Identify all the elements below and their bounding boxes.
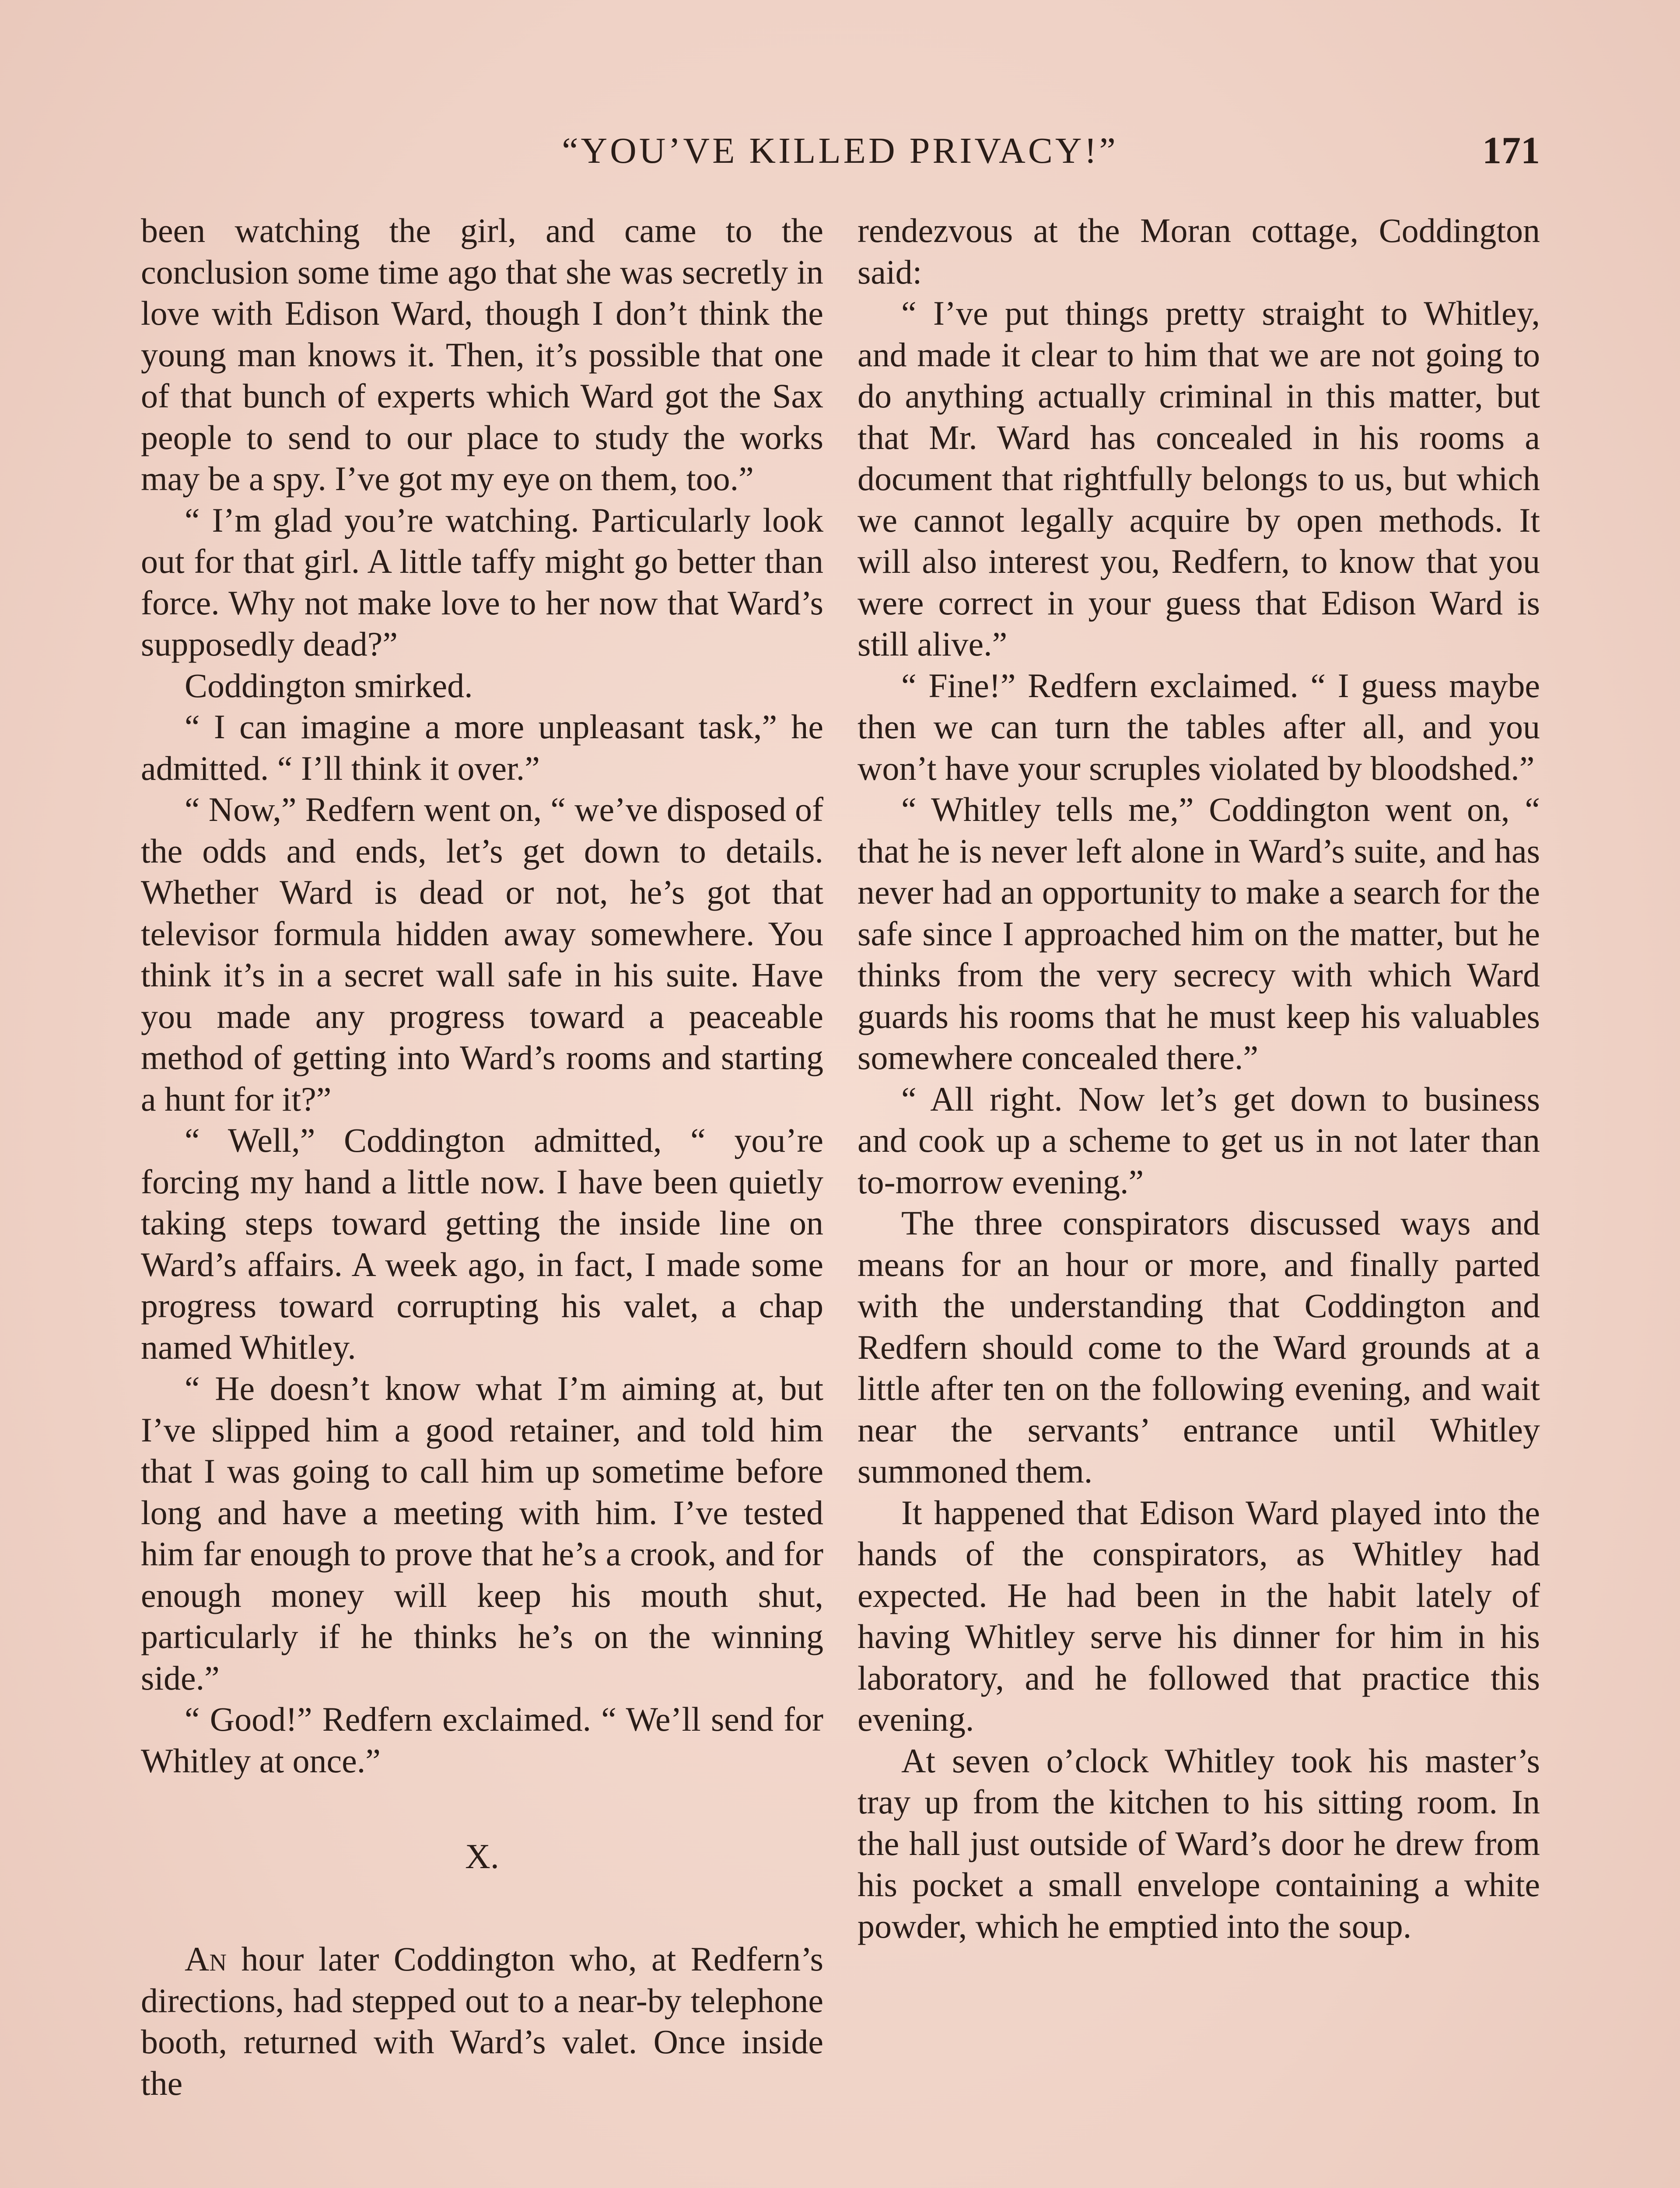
paragraph-text: hour later Coddington who, at Redfern’s directions, had stepped out to a near-by telephone booth, returned with Ward’s valet. Once inside the [141, 1940, 823, 2102]
paragraph [141, 1939, 823, 2104]
paragraph: “ Fine!” Redfern exclaimed. “ I guess maybe then we can turn the tables after all, and you won’t have your scruples violated by bloodshed.” [858, 666, 1540, 787]
page-header [140, 127, 1540, 175]
paragraph: “ I’ve put things pretty straight to Whitley, and made it clear to him that we are not going to do anything actually criminal in this matter, but that Mr. Ward has concealed in his rooms a document that rightfully belongs to us, but which we cannot legally acquire by open methods. It will also interest you, Redfern, to know that you were correct in your guess that Edison Ward is still alive.” [858, 294, 1540, 663]
right-column [858, 210, 1540, 1947]
left-column [141, 210, 823, 2104]
small-caps-lead: An [185, 1940, 227, 1978]
paragraph: At seven o’clock Whitley took his master’s tray up from the kitchen to his sitting room. In the hall just outside of Ward’s door he drew from his pocket a small envelope containing a white powder, which he emptied into the soup. [858, 1741, 1540, 1945]
paragraph: “ I’m glad you’re watching. Particularly look out for that girl. A little taffy might go better than force. Why not make love to her now that Ward’s supposedly dead?” [141, 501, 823, 663]
paragraph: “ Good!” Redfern exclaimed. “ We’ll send for Whitley at once.” [141, 1700, 823, 1780]
page-number: 171 [1482, 130, 1540, 172]
paragraph: It happened that Edison Ward played into the hands of the conspirators, as Whitley had expected. He had been in the habit lately of having Whitley serve his dinner for him in his laboratory, and he followed that practice this evening. [858, 1493, 1540, 1738]
paragraph: Coddington smirked. [185, 666, 473, 705]
paragraph: been watching the girl, and came to the conclusion some time ago that she was secretly in love with Edison Ward, though I don’t think the young man knows it. Then, it’s possible that one of that bunch of experts which Ward got the Sax people to send to our place to study the works may be a spy. I’ve got my eye on them, too.” [141, 211, 823, 498]
paragraph: “ Well,” Coddington admitted, “ you’re forcing my hand a little now. I have been quietly taking steps toward getting the inside line on Ward’s affairs. A week ago, in fact, I made some progress toward corrupting his valet, a chap named Whitley. [141, 1121, 823, 1366]
paragraph: “ All right. Now let’s get down to business and cook up a scheme to get us in not later than to-morrow evening.” [858, 1080, 1540, 1201]
section-heading: X. [465, 1837, 499, 1876]
paragraph: rendezvous at the Moran cottage, Coddington said: [858, 211, 1540, 291]
paragraph: “ I can imagine a more unpleasant task,” he admitted. “ I’ll think it over.” [141, 708, 823, 787]
running-title: “YOU’VE KILLED PRIVACY!” [562, 130, 1118, 171]
paragraph: “ He doesn’t know what I’m aiming at, but I’ve slipped him a good retainer, and told him that I was going to call him up sometime before long and have a meeting with him. I’ve tested him far enough to prove that he’s a crook, and for enough money will keep his mouth shut, particularly if he thinks he’s on the winning side.” [141, 1369, 823, 1697]
paragraph: “ Now,” Redfern went on, “ we’ve disposed of the odds and ends, let’s get down to details. Whether Ward is dead or not, he’s got that televisor formula hidden away somewhere. You think it’s in a secret wall safe in his suite. Have you made any progress toward a peaceable method of getting into Ward’s rooms and starting a hunt for it?” [141, 790, 823, 1118]
paragraph: The three conspirators discussed ways and means for an hour or more, and finally parted with the understanding that Coddington and Redfern should come to the Ward grounds at a little after ten on the following evening, and wait near the servants’ entrance until Whitley summoned them. [858, 1204, 1540, 1490]
paragraph: “ Whitley tells me,” Coddington went on, “ that he is never left alone in Ward’s suite, and has never had an opportunity to make a search for the safe since I approached him on the matter, but he thinks from the very secrecy with which Ward guards his rooms that he must keep his valuables somewhere concealed there.” [858, 790, 1540, 1076]
